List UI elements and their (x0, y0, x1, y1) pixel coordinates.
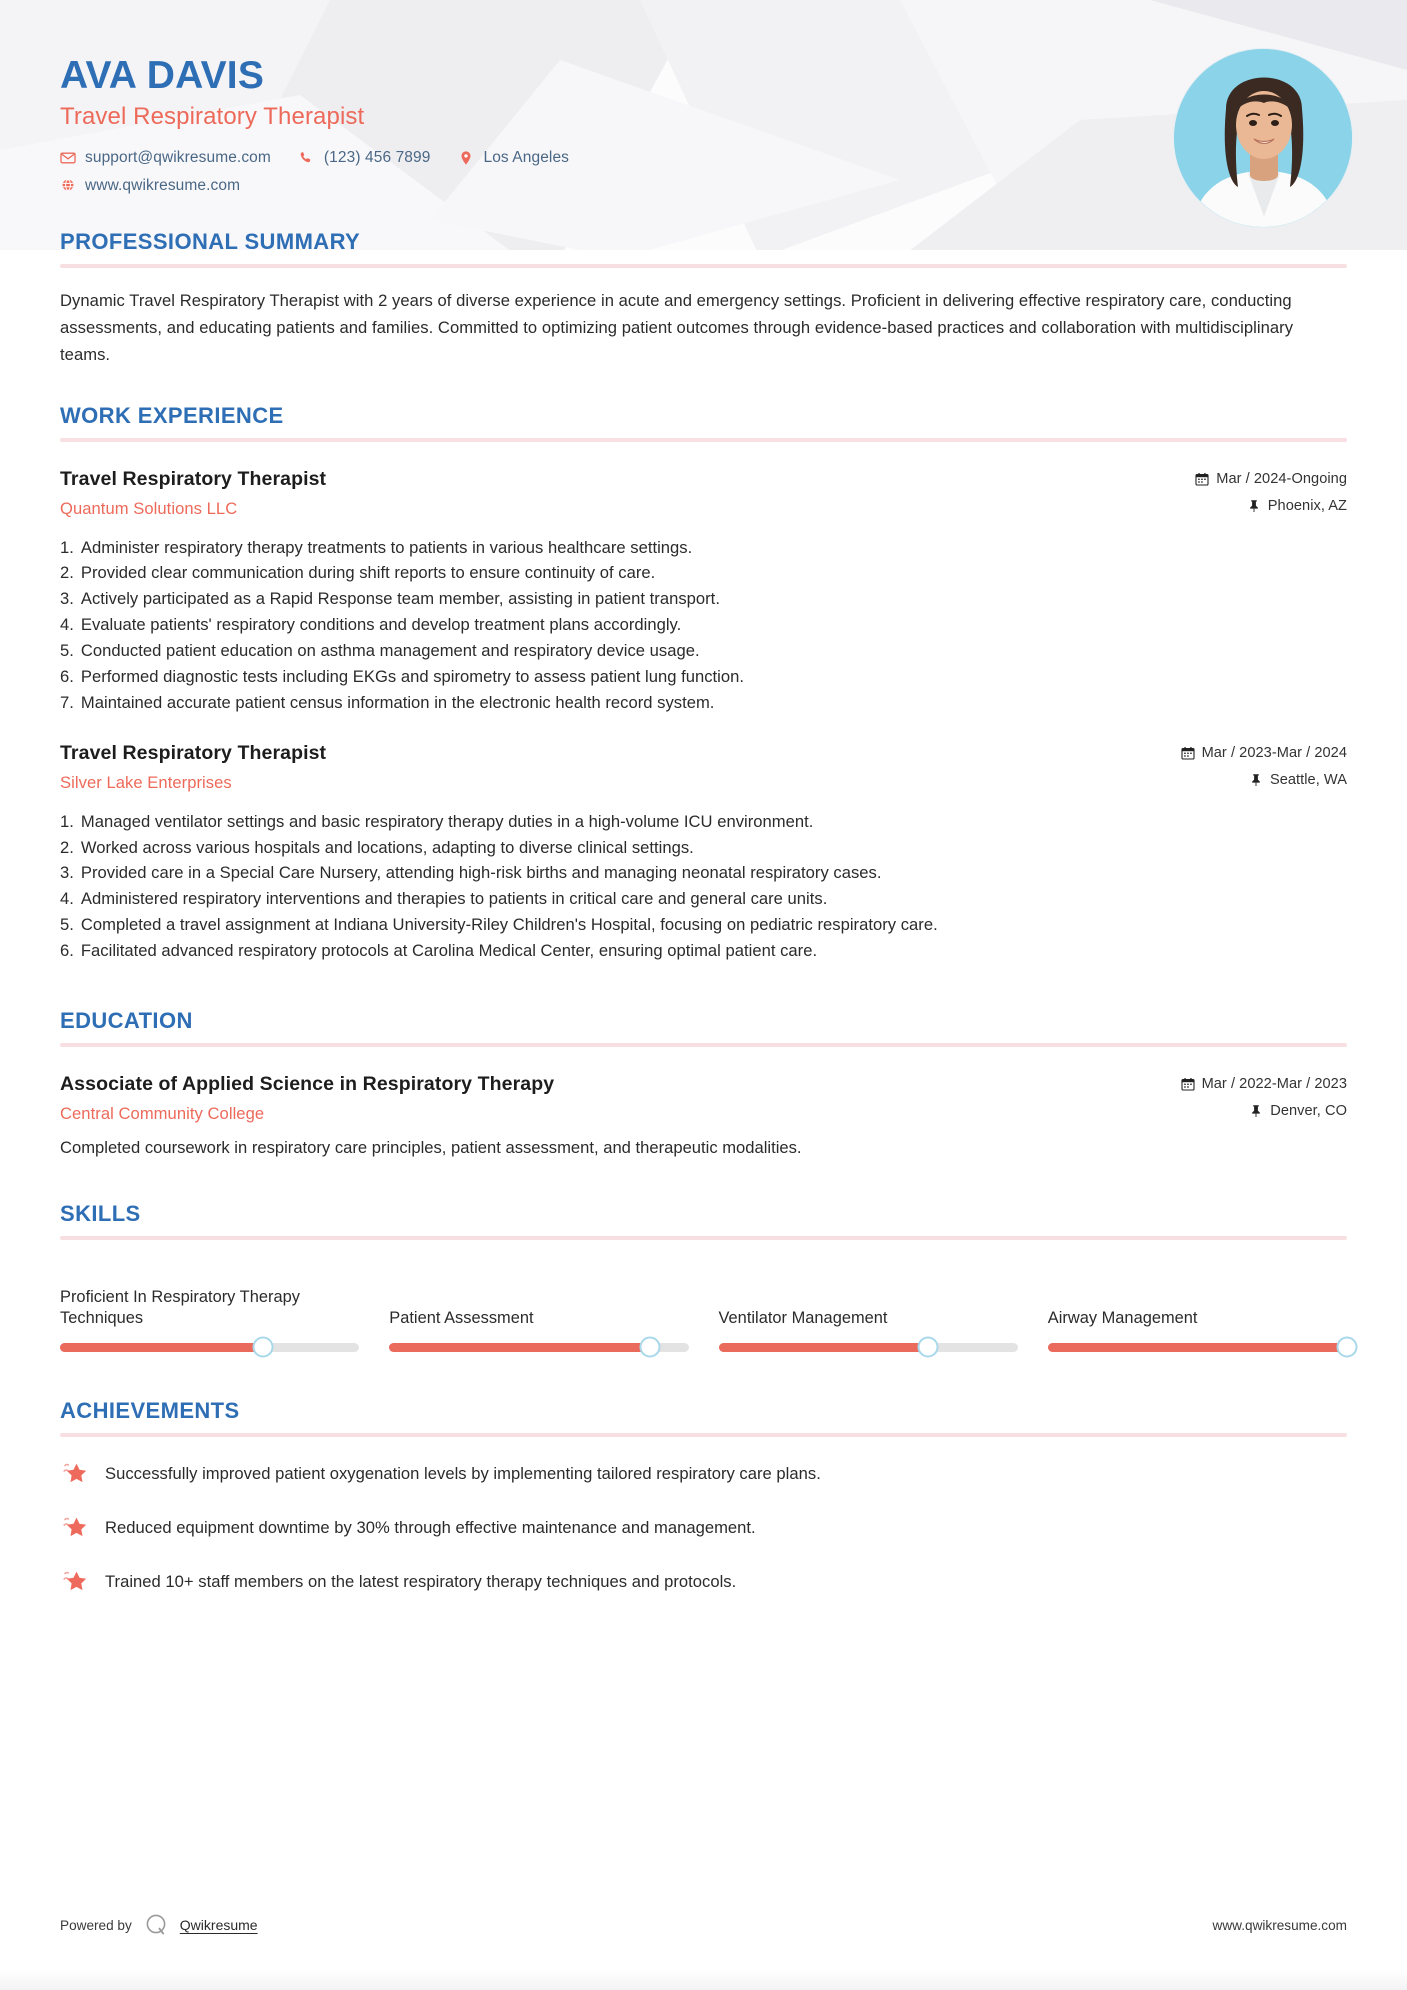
job-location-text: Phoenix, AZ (1267, 497, 1347, 514)
skills-grid (60, 1260, 1347, 1352)
skill-item (719, 1260, 1018, 1352)
skill-item (389, 1260, 688, 1352)
entry-left (60, 1073, 1181, 1124)
footer-website[interactable]: www.qwikresume.com (1212, 1917, 1347, 1933)
job-title: Travel Respiratory Therapist (60, 741, 327, 764)
achievement-text: Successfully improved patient oxygenation levels by implementing tailored respiratory care plans. (105, 1463, 821, 1483)
entry-left (60, 468, 1195, 519)
education-location-text: Denver, CO (1270, 1102, 1347, 1119)
education-date (1181, 1076, 1347, 1092)
skill-item (1048, 1260, 1347, 1352)
star-icon (60, 1513, 90, 1543)
pushpin-icon (1249, 773, 1263, 787)
achievement-text: Trained 10+ staff members on the latest respiratory therapy techniques and protocols. (105, 1571, 737, 1591)
skill-slider-knob[interactable] (917, 1337, 938, 1358)
contact-website-text: www.qwikresume.com (85, 176, 241, 194)
skill-label: Ventilator Management (718, 1308, 888, 1327)
skill-label: Patient Assessment (389, 1308, 534, 1327)
job-bullets (60, 535, 1347, 716)
contact-phone[interactable] (299, 149, 431, 167)
contact-website[interactable] (60, 177, 240, 195)
skill-label: Airway Management (1047, 1308, 1198, 1327)
company-name: Quantum Solutions LLC (60, 498, 238, 518)
list-item: 1. Administer respiratory therapy treatments to patients in various healthcare settings. (60, 537, 693, 557)
entry-left (60, 742, 1181, 793)
list-item: 3. Actively participated as a Rapid Response team member, assisting in patient transport. (60, 589, 720, 609)
skill-progress-bar[interactable] (1048, 1343, 1347, 1352)
entry-right (1181, 742, 1347, 788)
qwikresume-logo-icon (143, 1912, 169, 1938)
star-icon (60, 1567, 90, 1597)
list-item: 3. Provided care in a Special Care Nursery, attending high-risk births and managing neonatal respiratory cases. (60, 863, 882, 883)
skill-progress-bar[interactable] (60, 1343, 359, 1352)
list-item: 5. Conducted patient education on asthma management and respiratory device usage. (60, 641, 700, 661)
list-item (60, 1459, 1347, 1489)
contact-phone-text: (123) 456 7899 (323, 148, 431, 166)
experience-entry (60, 468, 1347, 716)
list-item (60, 1567, 1347, 1597)
section-title-skills: SKILLS (60, 1200, 141, 1226)
globe-icon (60, 178, 76, 194)
powered-by-label: Powered by (60, 1917, 132, 1933)
job-location (1195, 498, 1347, 514)
section-divider (60, 1433, 1347, 1437)
entry-header (60, 468, 1347, 519)
resume-body (0, 229, 1407, 1597)
summary-text: Dynamic Travel Respiratory Therapist with 2 years of diverse experience in acute and emergency settings. Proficient in delivering effective respiratory care, conducting assessments, and educating patients and families. Committed to optimizing patient outcomes through evidence-based practices and collaboration with multidisciplinary teams. (60, 290, 1294, 364)
skill-label: Proficient In Respiratory Therapy Techniques (60, 1287, 300, 1327)
contact-email[interactable] (60, 149, 271, 167)
section-divider (60, 264, 1347, 268)
job-title: Travel Respiratory Therapist (60, 467, 327, 490)
list-item: 2. Provided clear communication during shift reports to ensure continuity of care. (60, 563, 656, 583)
contact-location-text: Los Angeles (483, 148, 570, 166)
candidate-role: Travel Respiratory Therapist (60, 102, 365, 130)
skill-progress-bar[interactable] (719, 1343, 1018, 1352)
section-title-experience: WORK EXPERIENCE (60, 402, 284, 428)
contact-email-text: support@qwikresume.com (85, 148, 271, 166)
education-location (1181, 1103, 1347, 1119)
education-date-text: Mar / 2022-Mar / 2023 (1201, 1075, 1347, 1092)
entry-header (60, 742, 1347, 793)
skill-progress-fill (719, 1343, 928, 1352)
job-date (1195, 471, 1347, 487)
school-name: Central Community College (60, 1103, 265, 1123)
section-divider (60, 1236, 1347, 1240)
experience-entry (60, 742, 1347, 964)
section-title-summary: PROFESSIONAL SUMMARY (60, 228, 361, 254)
skill-progress-bar[interactable] (389, 1343, 688, 1352)
list-item: 4. Evaluate patients' respiratory conditions and develop treatment plans accordingly. (60, 615, 682, 635)
list-item: 1. Managed ventilator settings and basic respiratory therapy duties in a high-volume ICU environment. (60, 811, 814, 831)
calendar-icon (1195, 472, 1209, 486)
page-bottom-edge (0, 1970, 1407, 1990)
achievements-list (60, 1459, 1347, 1597)
job-date (1181, 745, 1347, 761)
skill-slider-knob[interactable] (253, 1337, 274, 1358)
brand-link[interactable]: Qwikresume (179, 1917, 258, 1933)
section-education (60, 1008, 1347, 1161)
skill-progress-fill (389, 1343, 649, 1352)
list-item: 6. Performed diagnostic tests including EKGs and spirometry to assess patient lung function. (60, 666, 744, 686)
calendar-icon (1181, 746, 1195, 760)
degree-title: Associate of Applied Science in Respiratory Therapy (60, 1072, 555, 1095)
list-item: 2. Worked across various hospitals and locations, adapting to diverse clinical settings. (60, 837, 694, 857)
skill-slider-knob[interactable] (1337, 1337, 1358, 1358)
list-item: 5. Completed a travel assignment at Indiana University-Riley Children's Hospital, focusing on pediatric respiratory care. (60, 915, 938, 935)
education-description: Completed coursework in respiratory care principles, patient assessment, and therapeutic modalities. (60, 1137, 802, 1157)
map-pin-icon (458, 150, 474, 166)
list-item: 7. Maintained accurate patient census information in the electronic health record system. (60, 692, 715, 712)
section-professional-summary (60, 229, 1347, 369)
section-divider (60, 438, 1347, 442)
list-item: 4. Administered respiratory interventions and therapies to patients in critical care and general care units. (60, 889, 828, 909)
contact-location (458, 149, 569, 167)
candidate-name: AVA DAVIS (60, 54, 265, 97)
company-name: Silver Lake Enterprises (60, 772, 232, 792)
contact-row-secondary (60, 177, 1347, 195)
section-title-education: EDUCATION (60, 1007, 193, 1033)
page-footer (60, 1912, 1347, 1938)
section-title-achievements: ACHIEVEMENTS (60, 1397, 240, 1423)
skill-item (60, 1260, 359, 1352)
job-date-text: Mar / 2024-Ongoing (1216, 470, 1347, 487)
section-skills (60, 1201, 1347, 1352)
job-date-text: Mar / 2023-Mar / 2024 (1201, 744, 1347, 761)
job-location-text: Seattle, WA (1269, 771, 1347, 788)
list-item (60, 1513, 1347, 1543)
skill-progress-fill (60, 1343, 263, 1352)
education-entry (60, 1073, 1347, 1161)
resume-header (0, 0, 1407, 195)
entry-right (1195, 468, 1347, 514)
section-achievements (60, 1398, 1347, 1597)
star-icon (60, 1459, 90, 1489)
section-divider (60, 1043, 1347, 1047)
envelope-icon (60, 150, 76, 166)
achievement-text: Reduced equipment downtime by 30% through effective maintenance and management. (105, 1517, 756, 1537)
entry-header (60, 1073, 1347, 1124)
pushpin-icon (1247, 499, 1261, 513)
skill-progress-fill (1048, 1343, 1347, 1352)
calendar-icon (1181, 1077, 1195, 1091)
skill-slider-knob[interactable] (639, 1337, 660, 1358)
entry-right (1181, 1073, 1347, 1119)
section-work-experience (60, 403, 1347, 964)
footer-left (60, 1912, 258, 1938)
phone-icon (299, 150, 315, 166)
job-location (1181, 772, 1347, 788)
list-item: 6. Facilitated advanced respiratory protocols at Carolina Medical Center, ensuring optimal patient care. (60, 941, 818, 961)
contact-row-primary (60, 149, 1347, 167)
job-bullets (60, 809, 1347, 964)
pushpin-icon (1249, 1104, 1263, 1118)
